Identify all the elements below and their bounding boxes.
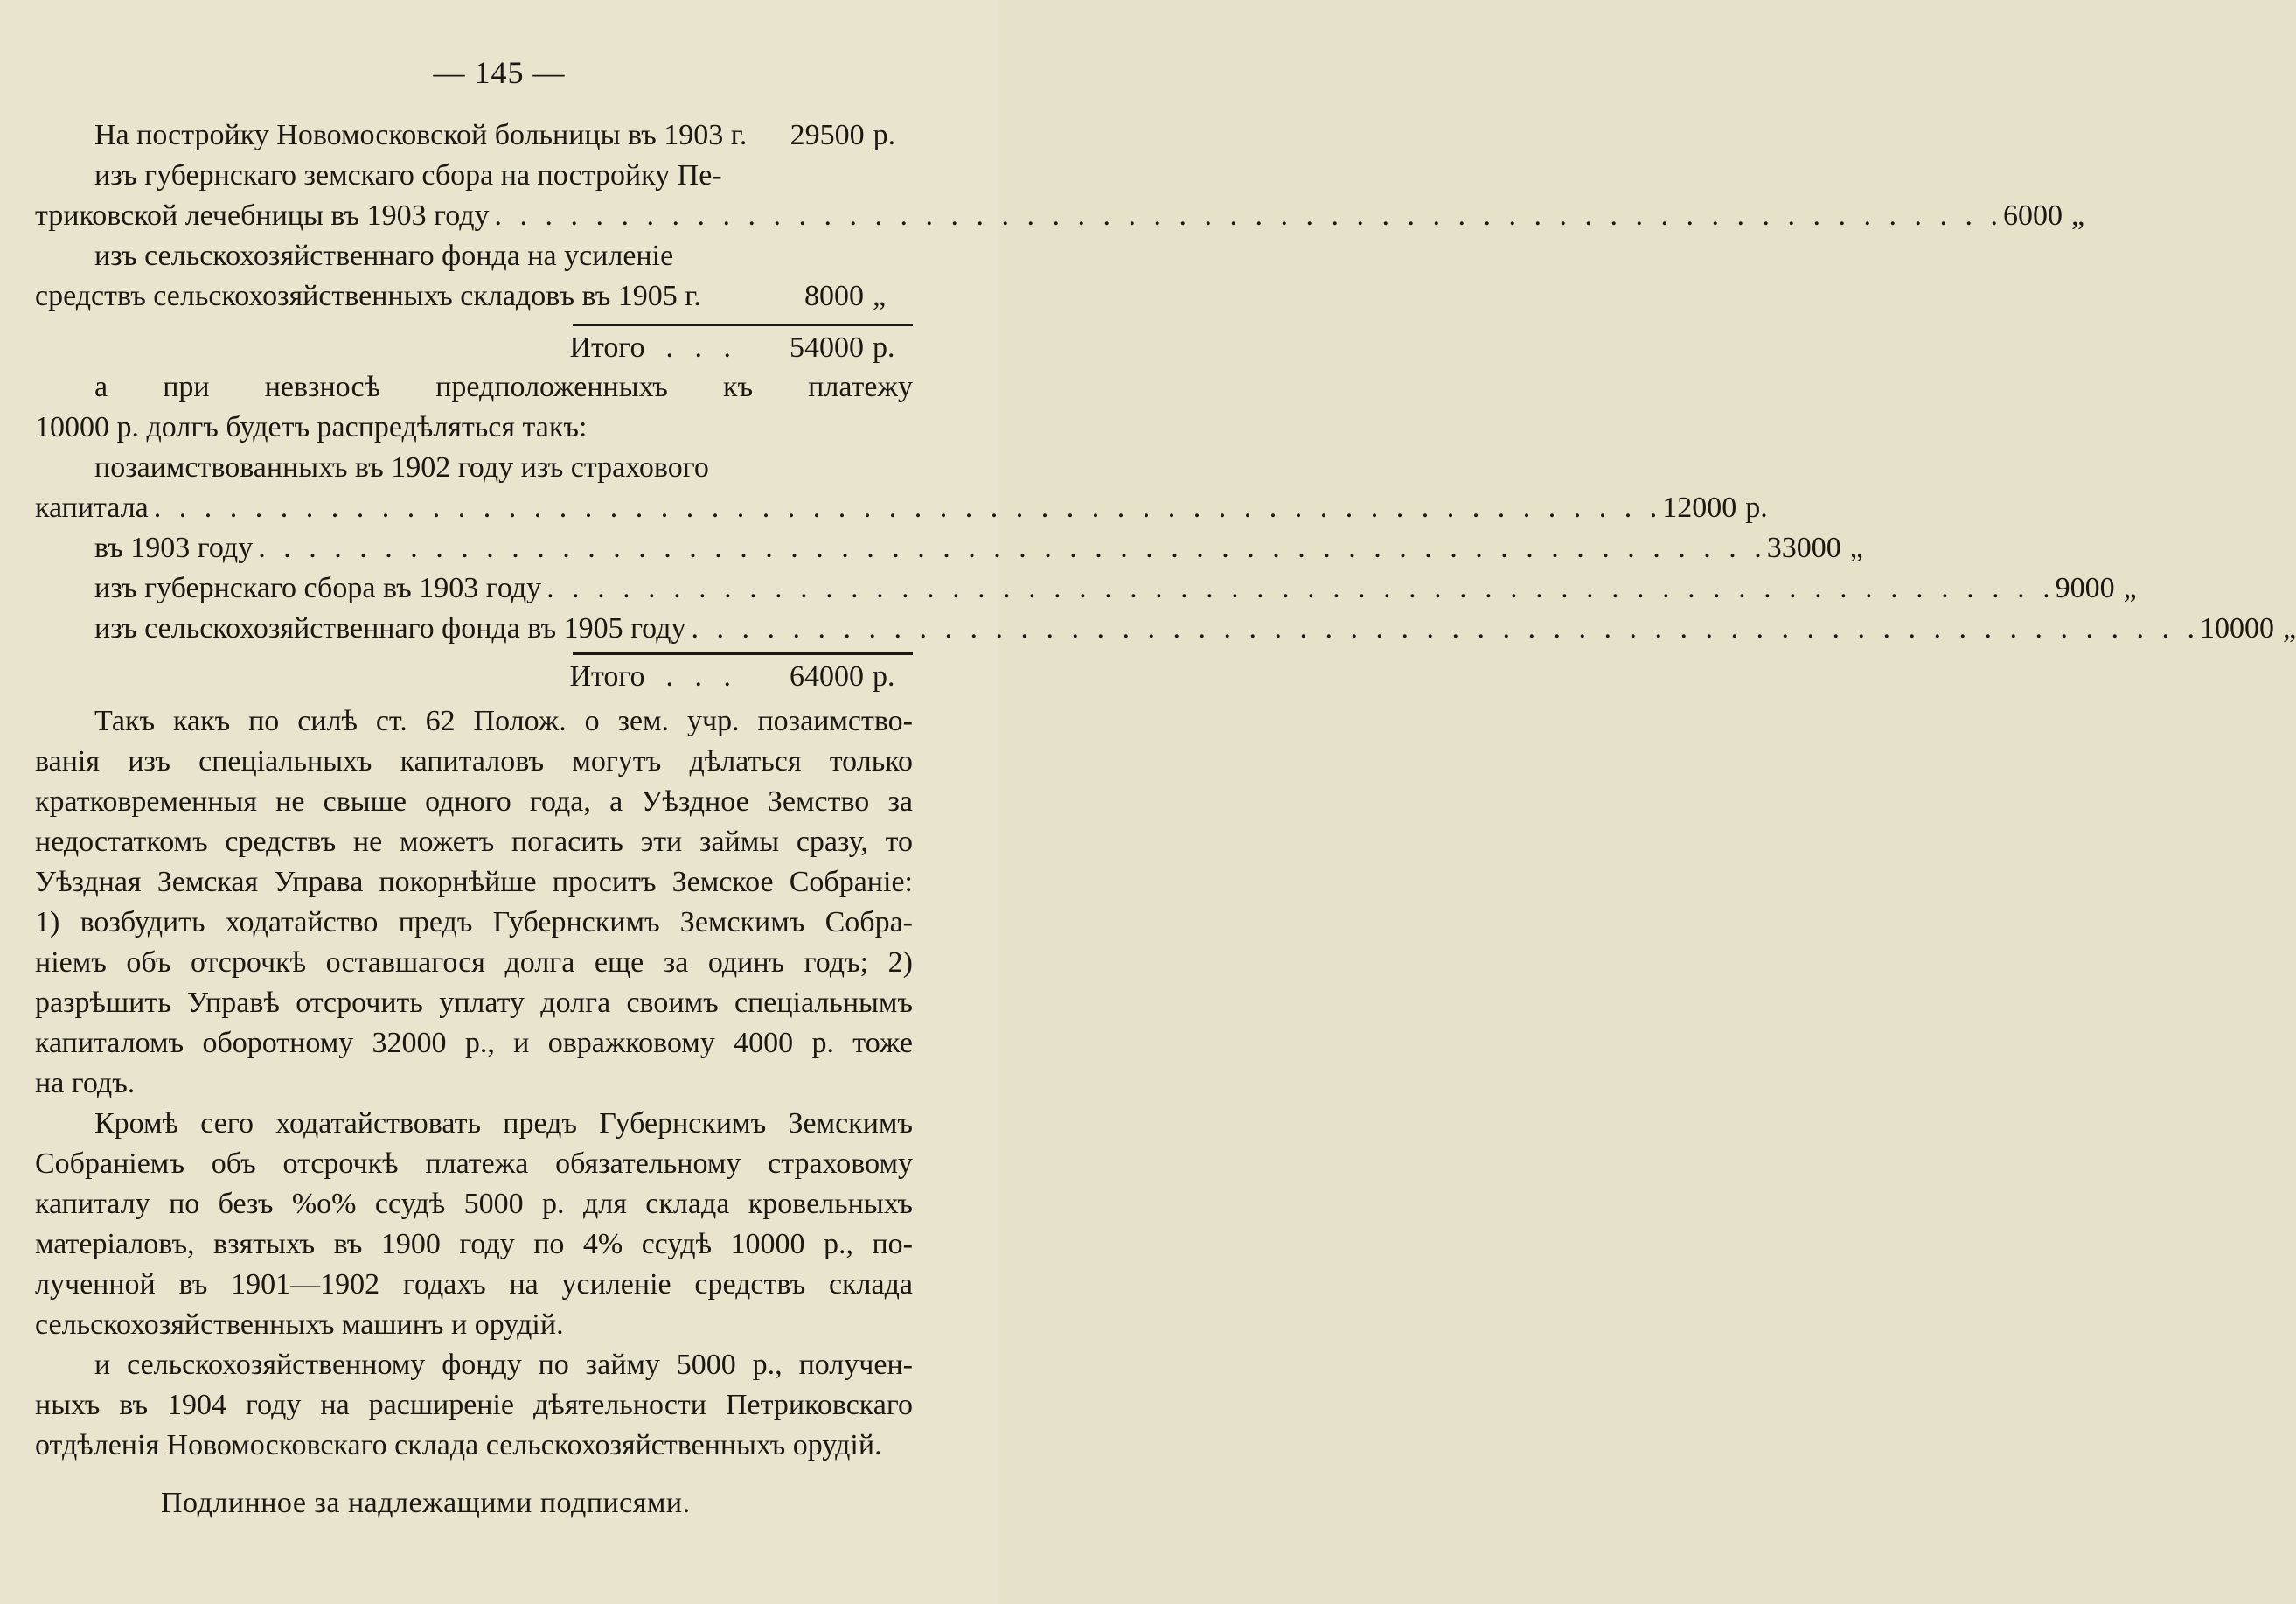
text-line: Кромѣ сего ходатайствовать предъ Губернскимъ Земскимъ [94, 1107, 913, 1140]
text-line: недостаткомъ средствъ не можетъ погасить эти займы сразу, то [35, 826, 913, 858]
text-line: отдѣленія Новомосковскаго склада сельскохозяйственныхъ орудій. [35, 1429, 882, 1461]
total-amount: 64000 [790, 660, 864, 693]
text-line: Такъ какъ по силѣ ст. 62 Полож. о зем. учр. позаимство- [94, 705, 913, 737]
leader-dots: . . . . . . . . . . . . . . . . . . . . . . . . . . . . . . . . . . . . . . . . . . . . . . . . . . . . . . . . . . . . [546, 572, 2056, 604]
text-line: капиталомъ оборотному 32000 р., и овражковому 4000 р. тоже [35, 1027, 913, 1059]
total-label: Итого [569, 331, 645, 364]
total-dots: . . . [665, 660, 738, 693]
text-line: сельскохозяйственныхъ машинъ и орудій. [35, 1308, 564, 1341]
text-line: ныхъ въ 1904 году на расширеніе дѣятельности Петриковскаго [35, 1389, 913, 1421]
total-rule [573, 652, 913, 655]
ledger-section-1 [35, 115, 2085, 317]
ledger-row [35, 488, 1768, 528]
text-line: матеріаловъ, взятыхъ въ 1900 году по 4% ссудѣ 10000 р., по- [35, 1228, 913, 1260]
ledger-row-amount: 33000 [1766, 532, 1841, 564]
leader-dots: . . . . . . . . . . . . . . . . . . . . . . . . . . . . . . . . . . . . . . . . . . . . . . . . . . . . . . . . . . . . [494, 199, 2004, 232]
ledger-row-text: изъ губернскаго сбора въ 1903 году [94, 572, 542, 604]
leader-dots: . . . . . . . . . . . . . . . . . . . . . . . . . . . . . . . . . . . . . . . . . . . . . . . . . . . . . . . . . . . . [153, 492, 1663, 524]
ledger-2-rule-wrap [35, 651, 913, 697]
ledger-row-unit: р. [1745, 492, 1768, 524]
text-line: разрѣшить Управѣ отсрочить уплату долга своимъ спеціальнымъ [35, 987, 913, 1019]
text-line: на годъ. [35, 1067, 136, 1099]
text-line: а при невзносѣ предположенныхъ къ платежу [94, 371, 913, 403]
ledger-row [35, 448, 913, 488]
ledger-row-text: изъ сельскохозяйственнаго фонда въ 1905 году [94, 612, 686, 645]
total-amount: 54000 [790, 331, 864, 364]
total-row-1 [35, 328, 913, 368]
ledger-row-unit: р. [873, 119, 896, 151]
text-line: Собраніемъ объ отсрочкѣ платежа обязательному страховому [35, 1147, 913, 1180]
ledger-row-amount: 9000 [2055, 572, 2115, 604]
ledger-row [35, 115, 913, 156]
ledger-row-unit: „ [2283, 612, 2296, 645]
total-rule [573, 324, 913, 326]
ledger-row-amount: 12000 [1662, 492, 1737, 524]
ledger-row-amount: 29500 [790, 119, 865, 151]
text-line: и сельскохозяйственному фонду по займу 5000 р., получен- [94, 1349, 913, 1381]
text-line: лученной въ 1901—1902 годахъ на усиленіе средствъ склада [35, 1268, 913, 1301]
ledger-row-text: триковской лечебницы въ 1903 году [35, 199, 490, 232]
total-dots: . . . [665, 331, 738, 364]
ledger-row-text: позаимствованныхъ въ 1902 году изъ страхового [94, 451, 709, 484]
ledger-row-amount: 8000 [804, 280, 864, 312]
total-row-2 [35, 657, 913, 697]
ledger-row-text: средствъ сельскохозяйственныхъ складовъ въ 1905 г. [35, 280, 701, 312]
total-unit: р. [873, 660, 895, 693]
ledger-row-amount: 10000 [2200, 612, 2274, 645]
ledger-1-rule-wrap [35, 322, 913, 368]
leader-dots: . . . . . . . . . . . . . . . . . . . . . . . . . . . . . . . . . . . . . . . . . . . . . . . . . . . . . . . . . . . . [258, 532, 1767, 564]
text-line: кратковременныя не свыше одного года, а Уѣздное Земство за [35, 785, 913, 818]
ledger-row [35, 156, 913, 196]
ledger-row [35, 276, 913, 317]
ledger-row-amount: 6000 [2003, 199, 2063, 232]
ledger-row-text: изъ губернскаго земскаго сбора на постройку Пе- [94, 159, 722, 192]
ledger-section-2 [35, 448, 2296, 649]
signature-note: Подлинное за надлежащими подписями. [161, 1487, 691, 1519]
ledger-row-unit: „ [2071, 199, 2085, 232]
transition-text [35, 367, 913, 448]
ledger-row [35, 568, 2137, 609]
page-number: — 145 — [433, 55, 566, 90]
paragraph-1 [35, 701, 913, 1104]
ledger-row-text: капитала [35, 492, 149, 524]
leader-dots: . . . . . . . . . . . . . . . . . . . . . . . . . . . . . . . . . . . . . . . . . . . . . . . . . . . . . . . . . . . . [691, 612, 2200, 645]
text-line: ніемъ объ отсрочкѣ оставшагося долга еще за одинъ годъ; 2) [35, 946, 913, 979]
ledger-row-text: въ 1903 году [94, 532, 254, 564]
paragraph-3 [35, 1345, 913, 1466]
total-label: Итого [569, 660, 645, 693]
ledger-row [35, 528, 1863, 568]
text-line: ванія изъ спеціальныхъ капиталовъ могутъ дѣлаться только [35, 745, 913, 778]
ledger-row-text: изъ сельскохозяйственнаго фонда на усиленіе [94, 240, 674, 272]
ledger-row-text: На постройку Новомосковской больницы въ 1903 г. [94, 119, 748, 151]
ledger-row [35, 236, 913, 276]
text-line: 1) возбудить ходатайство предъ Губернскимъ Земскимъ Собра- [35, 906, 913, 938]
ledger-row-unit: „ [1849, 532, 1863, 564]
text-line: 10000 р. долгъ будетъ распредѣляться такъ: [35, 411, 588, 443]
ledger-row [35, 196, 2085, 236]
total-unit: р. [873, 331, 895, 364]
ledger-row [35, 609, 2296, 649]
text-line: капиталу по безъ %о% ссудѣ 5000 р. для склада кровельныхъ [35, 1188, 913, 1220]
text-line: Уѣздная Земская Управа покорнѣйше проситъ Земское Собраніе: [35, 866, 913, 898]
paragraph-2 [35, 1104, 913, 1345]
ledger-row-unit: „ [873, 280, 887, 312]
ledger-row-unit: „ [2123, 572, 2137, 604]
